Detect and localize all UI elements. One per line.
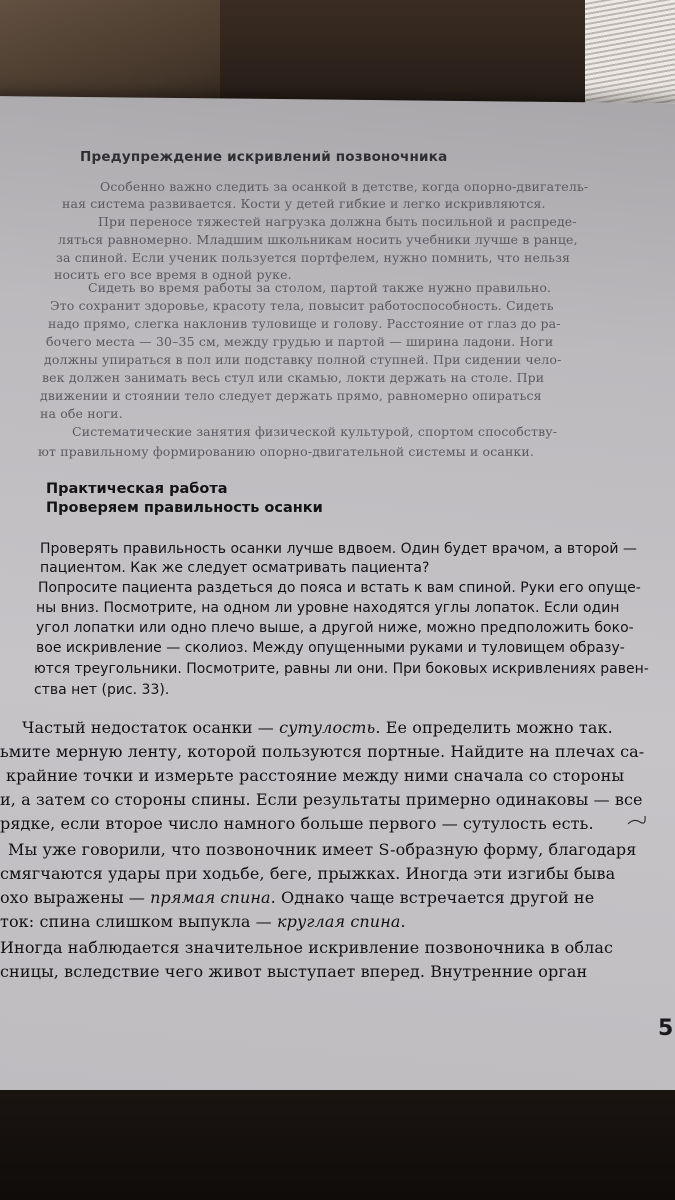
text-line: При переносе тяжестей нагрузка должна быть посильной и распреде-: [98, 214, 577, 229]
text-line: сницы, вследствие чего живот выступает вперед. Внутренние орган: [0, 962, 588, 981]
section-title: Предупреждение искривлений позвоночника: [80, 149, 448, 165]
pen-mark-icon: [626, 812, 646, 832]
practical-subtitle: Проверяем правильность осанки: [46, 500, 323, 516]
text-line: вое искривление — сколиоз. Между опущенными руками и туловищем образу-: [36, 640, 625, 656]
text-line: за спиной. Если ученик пользуется портфелем, нужно помнить, что нельзя: [56, 250, 571, 265]
text-line: Систематические занятия физической культурой, спортом способству-: [72, 424, 558, 439]
text-line: ства нет (рис. 33).: [34, 682, 170, 698]
text-line: смягчаются удары при ходьбе, беге, прыжках. Иногда эти изгибы быва: [0, 864, 616, 883]
term-round-back: круглая спина: [276, 912, 401, 931]
text-line: Сидеть во время работы за столом, партой также нужно правильно.: [88, 280, 552, 295]
text-line: ьмите мерную ленту, которой пользуются портные. Найдите на плечах са-: [0, 742, 645, 761]
text-line: век должен занимать весь стул или скамью, локти держать на столе. При: [42, 370, 545, 385]
text-line: пациентом. Как же следует осматривать пациента?: [40, 560, 430, 576]
text-line: Попросите пациента раздеться до пояса и встать к вам спиной. Руки его опуще-: [38, 580, 641, 596]
term-stoop: сутулость: [279, 718, 376, 737]
page-number: 5: [658, 1016, 674, 1041]
text-line: Мы уже говорили, что позвоночник имеет S-образную форму, благодаря: [8, 840, 637, 859]
text-line: Особенно важно следить за осанкой в детстве, когда опорно-двигатель-: [100, 179, 589, 194]
text-line: ются треугольники. Посмотрите, равны ли они. При боковых искривлениях равен-: [34, 661, 649, 677]
text-line: крайние точки и измерьте расстояние между ними сначала со стороны: [6, 766, 625, 785]
text-line: ляться равномерно. Младшим школьникам носить учебники лучше в ранце,: [58, 232, 578, 247]
text-line: Частый недостаток осанки — сутулость. Ее определить можно так.: [22, 718, 613, 737]
text-line: ны вниз. Посмотрите, на одном ли уровне находятся углы лопаток. Если один: [36, 600, 620, 616]
text-line: рядке, если второе число намного больше первого — сутулость есть.: [0, 814, 594, 833]
text-line: ток: спина слишком выпукла — круглая спина.: [0, 912, 406, 931]
text-line: ная система развивается. Кости у детей гибкие и легко искривляются.: [62, 196, 546, 211]
text-line: ют правильному формированию опорно-двигательной системы и осанки.: [38, 444, 535, 459]
text-line: надо прямо, слегка наклонив туловище и голову. Расстояние от глаз до ра-: [48, 316, 561, 331]
text-line: Иногда наблюдается значительное искривление позвоночника в облас: [0, 938, 614, 957]
text-line: носить его все время в одной руке.: [54, 267, 292, 282]
text-line: должны упираться в пол или подставку полной ступней. При сидении чело-: [44, 352, 562, 367]
text-line: движении и стоянии тело следует держать прямо, равномерно опираться: [40, 388, 542, 403]
text-line: и, а затем со стороны спины. Если результаты примерно одинаковы — все: [0, 790, 643, 809]
term-straight-back: прямая спина: [150, 888, 271, 907]
text-line: бочего места — 30–35 см, между грудью и партой — ширина ладони. Ноги: [46, 334, 554, 349]
practical-title: Практическая работа: [46, 481, 228, 497]
text-line: Это сохранит здоровье, красоту тела, повысит работоспособность. Сидеть: [50, 298, 554, 313]
text-line: Проверять правильность осанки лучше вдвоем. Один будет врачом, а второй —: [40, 541, 637, 557]
text-line: на обе ноги.: [40, 406, 123, 421]
text-line: угол лопатки или одно плечо выше, а другой ниже, можно предположить боко-: [36, 620, 634, 636]
text-line: охо выражены — прямая спина. Однако чаще встречается другой не: [0, 888, 595, 907]
